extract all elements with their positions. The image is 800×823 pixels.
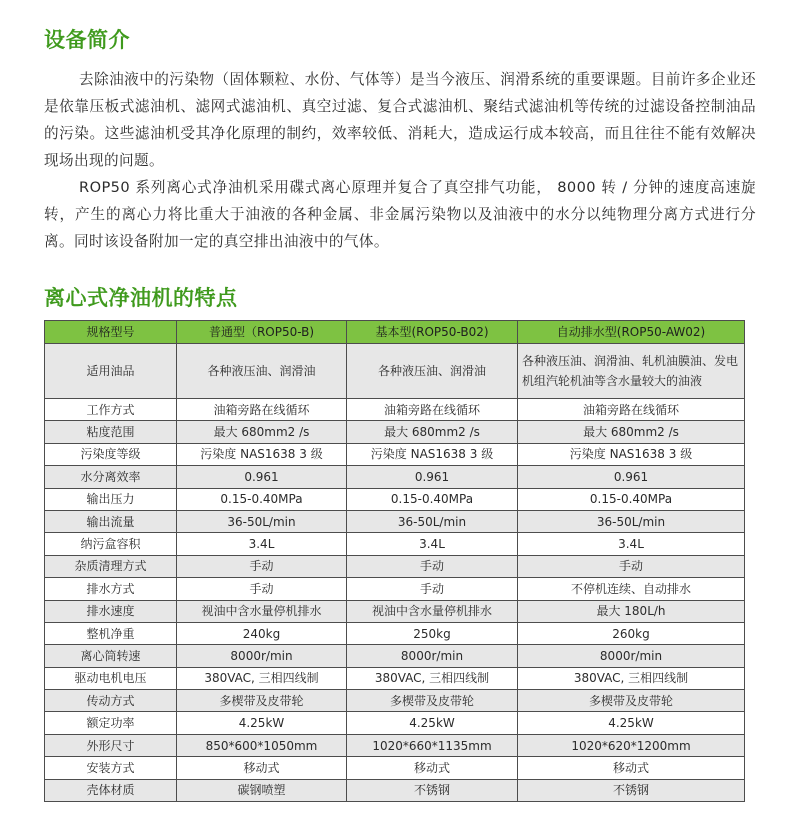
row-label: 外形尺寸 <box>45 734 177 756</box>
cell-model-aw02: 不停机连续、自动排水 <box>518 578 745 600</box>
cell-model-aw02: 1020*620*1200mm <box>518 734 745 756</box>
cell-model-aw02: 多楔带及皮带轮 <box>518 690 745 712</box>
header-row <box>45 321 745 344</box>
table-row <box>45 488 745 510</box>
row-label: 传动方式 <box>45 690 177 712</box>
cell-model-b02: 视油中含水量停机排水 <box>347 600 518 622</box>
table-row <box>45 578 745 600</box>
cell-model-b02: 不锈钢 <box>347 779 518 801</box>
table-row <box>45 600 745 622</box>
cell-model-b02: 多楔带及皮带轮 <box>347 690 518 712</box>
table-row <box>45 622 745 644</box>
table-row <box>45 779 745 801</box>
cell-model-b: 多楔带及皮带轮 <box>177 690 347 712</box>
cell-model-b02: 移动式 <box>347 757 518 779</box>
cell-model-aw02: 380VAC, 三相四线制 <box>518 667 745 689</box>
row-label: 整机净重 <box>45 622 177 644</box>
cell-model-b: 碳钢喷塑 <box>177 779 347 801</box>
cell-model-b: 移动式 <box>177 757 347 779</box>
cell-model-b: 0.961 <box>177 466 347 488</box>
cell-model-b02: 手动 <box>347 555 518 577</box>
row-label: 粘度范围 <box>45 421 177 443</box>
cell-model-b: 各种液压油、润滑油 <box>177 344 347 399</box>
cell-model-aw02: 手动 <box>518 555 745 577</box>
table-row <box>45 667 745 689</box>
cell-model-aw02: 油箱旁路在线循环 <box>518 399 745 421</box>
cell-model-b02: 污染度 NAS1638 3 级 <box>347 443 518 465</box>
table-row <box>45 555 745 577</box>
table-row <box>45 712 745 734</box>
table-row <box>45 443 745 465</box>
row-label: 纳污盒容积 <box>45 533 177 555</box>
features-heading: 离心式净油机的特点 <box>44 286 238 310</box>
table-row <box>45 757 745 779</box>
cell-model-b: 手动 <box>177 578 347 600</box>
cell-model-aw02: 不锈钢 <box>518 779 745 801</box>
cell-model-b: 视油中含水量停机排水 <box>177 600 347 622</box>
cell-model-b02: 各种液压油、润滑油 <box>347 344 518 399</box>
cell-model-b: 240kg <box>177 622 347 644</box>
cell-model-aw02: 260kg <box>518 622 745 644</box>
row-label: 排水方式 <box>45 578 177 600</box>
table-row <box>45 344 745 399</box>
cell-model-b: 0.15-0.40MPa <box>177 488 347 510</box>
table-row <box>45 510 745 532</box>
cell-model-aw02: 移动式 <box>518 757 745 779</box>
table-row <box>45 734 745 756</box>
header-spec: 规格型号 <box>45 321 177 344</box>
cell-model-b02: 380VAC, 三相四线制 <box>347 667 518 689</box>
row-label: 排水速度 <box>45 600 177 622</box>
cell-model-b02: 8000r/min <box>347 645 518 667</box>
cell-model-b: 380VAC, 三相四线制 <box>177 667 347 689</box>
spec-table-body <box>45 344 745 802</box>
cell-model-b: 手动 <box>177 555 347 577</box>
row-label: 适用油品 <box>45 344 177 399</box>
cell-model-aw02: 0.961 <box>518 466 745 488</box>
cell-model-aw02: 各种液压油、润滑油、轧机油膜油、发电机组汽轮机油等含水量较大的油液 <box>518 344 745 399</box>
cell-model-b: 8000r/min <box>177 645 347 667</box>
header-model-b: 普通型（ROP50-B) <box>177 321 347 344</box>
row-label: 污染度等级 <box>45 443 177 465</box>
cell-model-b: 污染度 NAS1638 3 级 <box>177 443 347 465</box>
cell-model-b02: 手动 <box>347 578 518 600</box>
row-label: 壳体材质 <box>45 779 177 801</box>
row-label: 工作方式 <box>45 399 177 421</box>
spec-table <box>44 320 745 802</box>
cell-model-b02: 1020*660*1135mm <box>347 734 518 756</box>
cell-model-aw02: 污染度 NAS1638 3 级 <box>518 443 745 465</box>
intro-text <box>44 66 756 255</box>
cell-model-b02: 0.15-0.40MPa <box>347 488 518 510</box>
row-label: 输出流量 <box>45 510 177 532</box>
cell-model-b02: 最大 680mm2 /s <box>347 421 518 443</box>
table-row <box>45 645 745 667</box>
cell-model-aw02: 36-50L/min <box>518 510 745 532</box>
table-row <box>45 690 745 712</box>
cell-model-b02: 36-50L/min <box>347 510 518 532</box>
row-label: 杂质清理方式 <box>45 555 177 577</box>
cell-model-b: 油箱旁路在线循环 <box>177 399 347 421</box>
cell-model-b: 4.25kW <box>177 712 347 734</box>
cell-model-b02: 3.4L <box>347 533 518 555</box>
row-label: 输出压力 <box>45 488 177 510</box>
cell-model-aw02: 最大 680mm2 /s <box>518 421 745 443</box>
row-label: 驱动电机电压 <box>45 667 177 689</box>
cell-model-b02: 0.961 <box>347 466 518 488</box>
table-row <box>45 421 745 443</box>
cell-model-b: 3.4L <box>177 533 347 555</box>
spec-table-head <box>45 321 745 344</box>
cell-model-aw02: 8000r/min <box>518 645 745 667</box>
cell-model-b: 最大 680mm2 /s <box>177 421 347 443</box>
cell-model-aw02: 4.25kW <box>518 712 745 734</box>
cell-model-b: 850*600*1050mm <box>177 734 347 756</box>
intro-paragraph: 去除油液中的污染物（固体颗粒、水份、气体等）是当今液压、润滑系统的重要课题。目前许多企业还是依靠压板式滤油机、滤网式滤油机、真空过滤、复合式滤油机、聚结式滤油机等传统的过滤设备控制油品的污染。这些滤油机受其净化原理的制约，效率较低、消耗大，造成运行成本较高，而且往往不能有效解决现场出现的问题。 <box>44 71 756 169</box>
cell-model-aw02: 3.4L <box>518 533 745 555</box>
row-label: 离心筒转速 <box>45 645 177 667</box>
table-row <box>45 533 745 555</box>
intro-paragraph: ROP50 系列离心式净油机采用碟式离心原理并复合了真空排气功能， 8000 转 / 分钟的速度高速旋转，产生的离心力将比重大于油液的各种金属、非金属污染物以及油液中的水分以纯物理分离方式进行分离。同时该设备附加一定的真空排出油液中的气体。 <box>44 179 756 250</box>
cell-model-b02: 4.25kW <box>347 712 518 734</box>
cell-model-b02: 250kg <box>347 622 518 644</box>
row-label: 额定功率 <box>45 712 177 734</box>
cell-model-aw02: 最大 180L/h <box>518 600 745 622</box>
cell-model-b: 36-50L/min <box>177 510 347 532</box>
cell-model-aw02: 0.15-0.40MPa <box>518 488 745 510</box>
table-row <box>45 399 745 421</box>
header-model-b02: 基本型(ROP50-B02) <box>347 321 518 344</box>
header-model-aw02: 自动排水型(ROP50-AW02) <box>518 321 745 344</box>
table-row <box>45 466 745 488</box>
intro-heading: 设备简介 <box>44 28 130 52</box>
cell-model-b02: 油箱旁路在线循环 <box>347 399 518 421</box>
row-label: 安装方式 <box>45 757 177 779</box>
row-label: 水分离效率 <box>45 466 177 488</box>
